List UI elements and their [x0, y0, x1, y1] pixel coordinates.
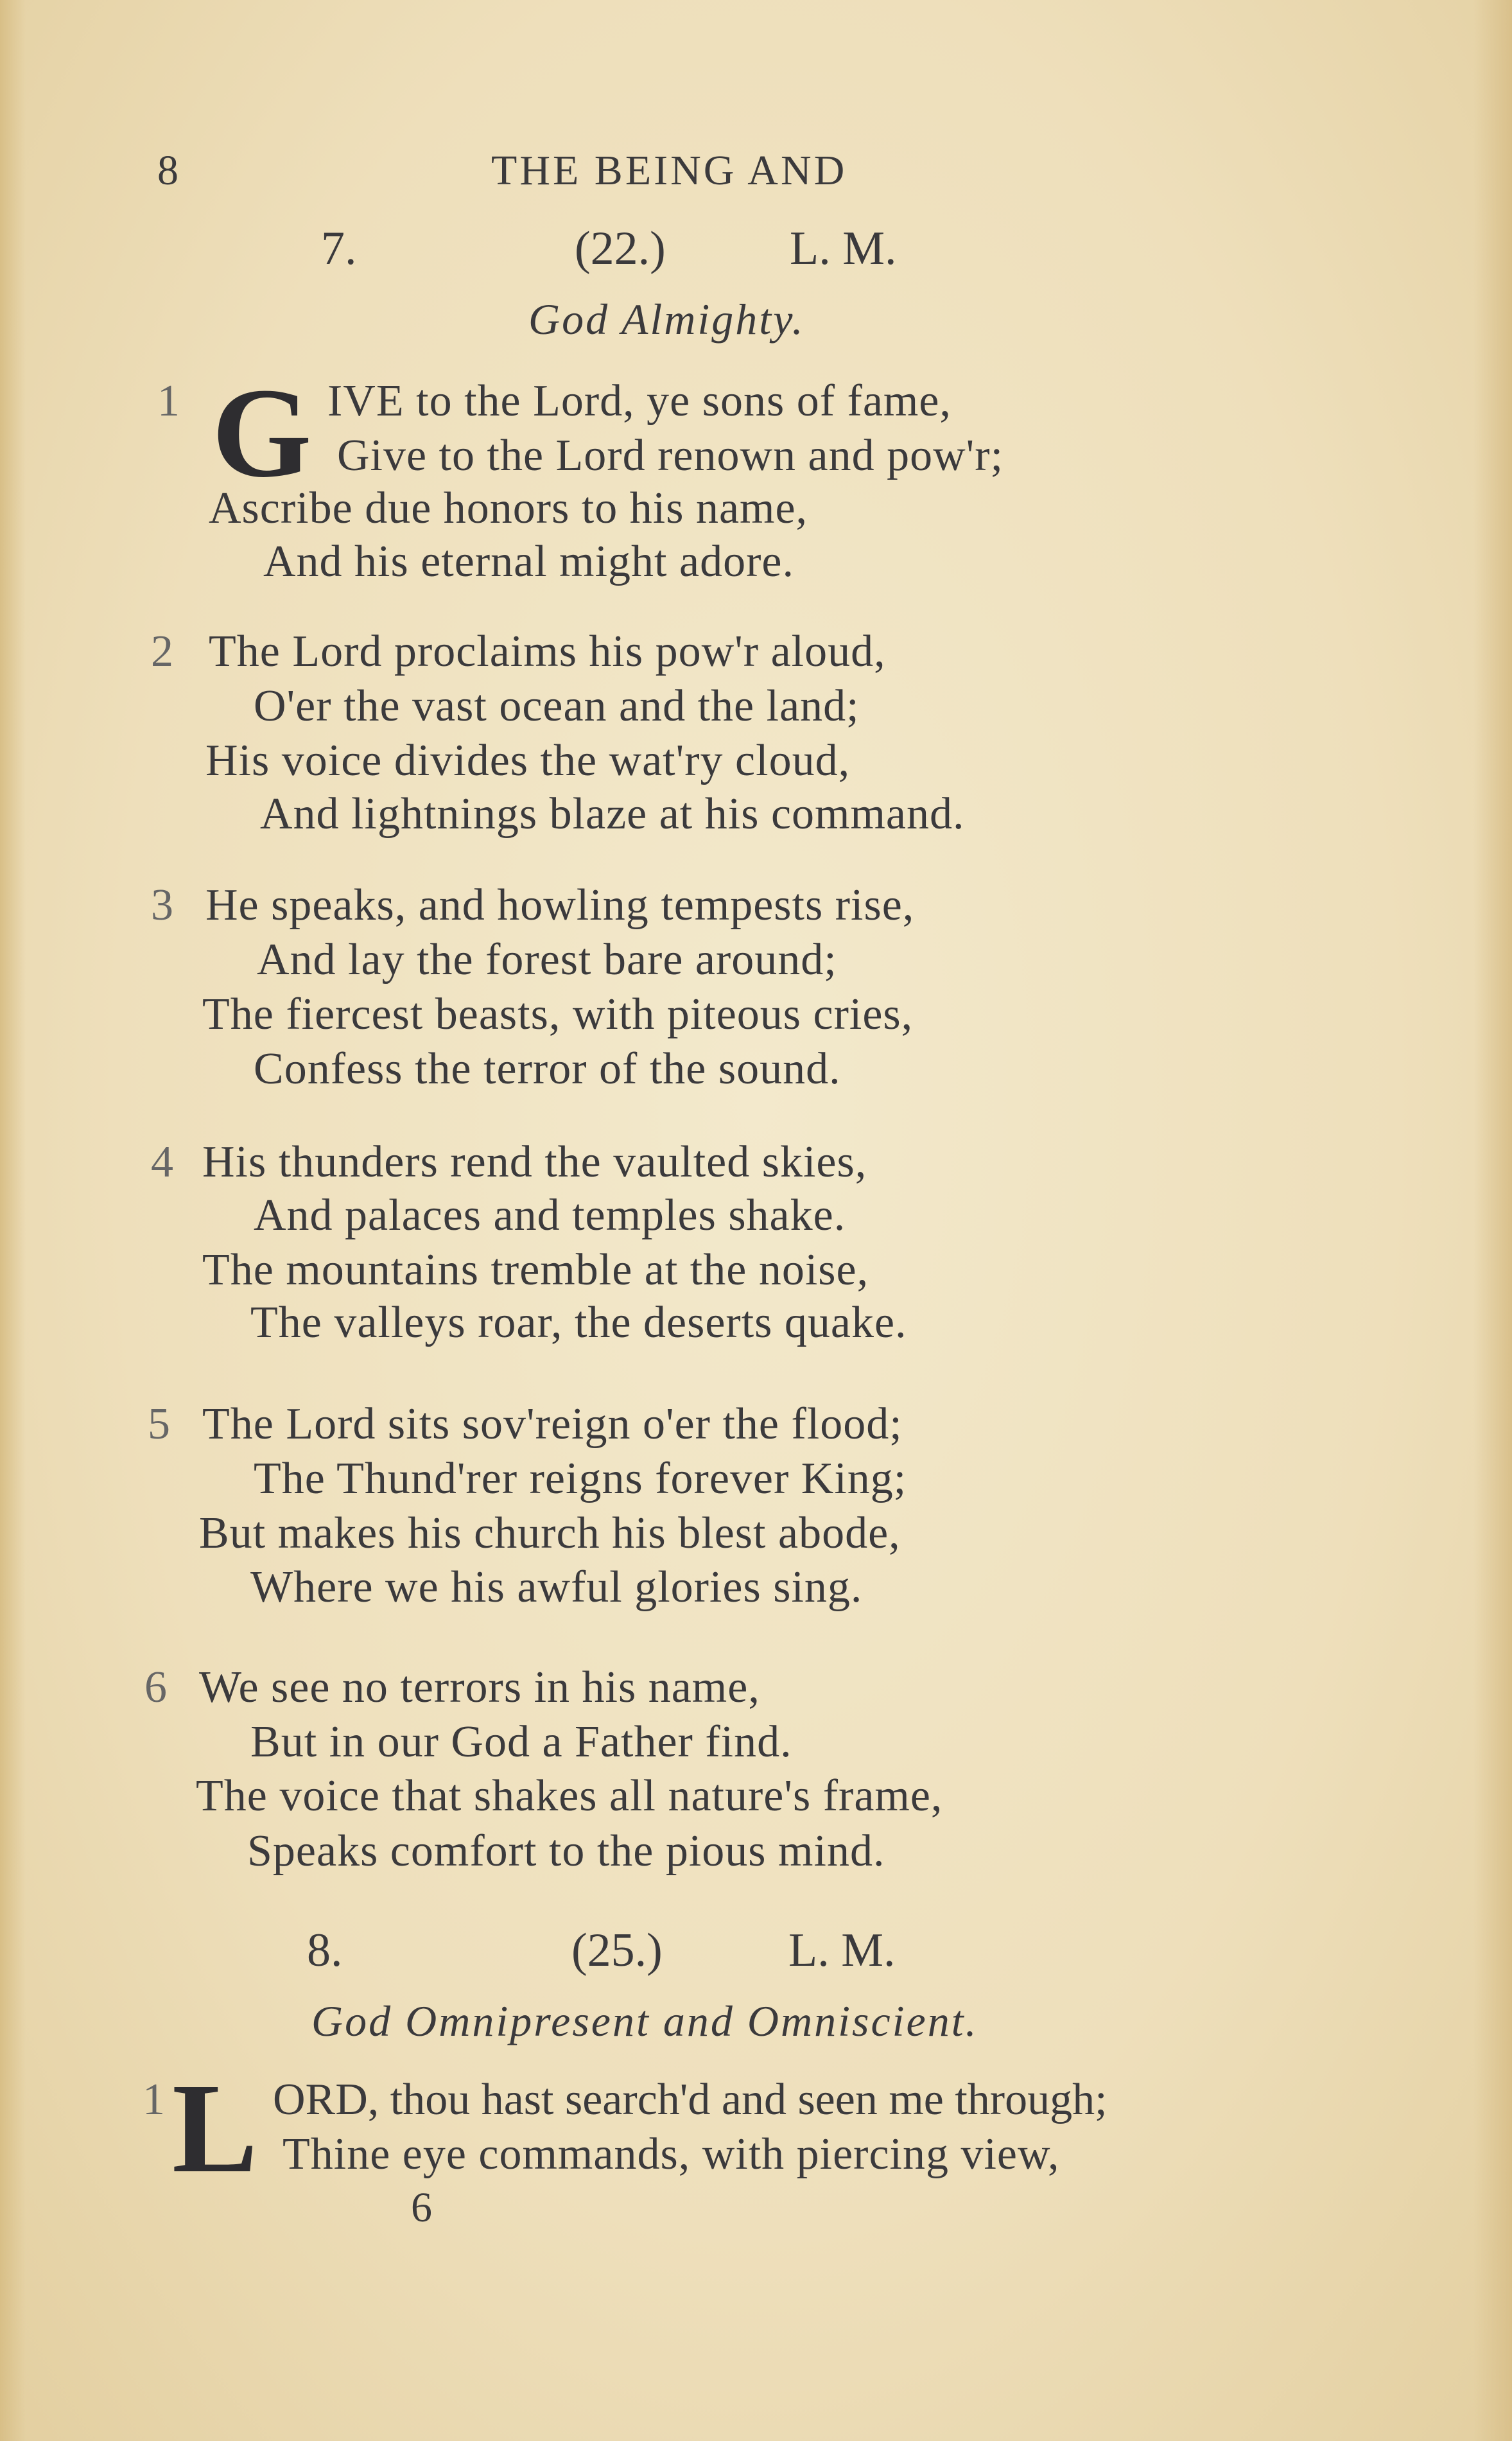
verse-line: IVE to the Lord, ye sons of fame,	[327, 376, 952, 426]
verse-line: ORD, thou hast search'd and seen me through;	[273, 2075, 1108, 2124]
verse-line: His voice divides the wat'ry cloud,	[205, 736, 851, 785]
hymn-reference: (25.)	[571, 1924, 663, 1977]
verse-line: We see no terrors in his name,	[199, 1663, 760, 1712]
verse-line: And palaces and temples shake.	[254, 1191, 846, 1240]
verse-line: Confess the terror of the sound.	[254, 1044, 841, 1094]
stanza-number: 1	[157, 376, 180, 426]
stanza-number: 5	[148, 1399, 170, 1449]
verse-line: The mountains tremble at the noise,	[202, 1245, 869, 1295]
page-edge-shadow-left	[0, 0, 26, 2441]
page-number: 8	[157, 147, 181, 194]
verse-line: The valleys roar, the deserts quake.	[250, 1298, 907, 1347]
verse-line: The fiercest beasts, with piteous cries,	[202, 990, 914, 1039]
running-head-title: THE BEING AND	[491, 147, 847, 194]
hymn-subtitle: God Omnipresent and Omniscient.	[311, 1997, 978, 2045]
hymn-meter: L. M.	[788, 1924, 896, 1977]
stanza-number: 3	[151, 880, 173, 930]
verse-line: Where we his awful glories sing.	[250, 1562, 863, 1612]
verse-line: O'er the vast ocean and the land;	[254, 681, 860, 731]
verse-line: The Thund'rer reigns forever King;	[254, 1454, 907, 1503]
verse-line: And lightnings blaze at his command.	[260, 789, 965, 839]
drop-cap-letter: G	[212, 362, 312, 504]
hymn-number: 7.	[321, 222, 357, 275]
verse-line: Thine eye commands, with piercing view,	[282, 2130, 1060, 2179]
verse-line: The Lord proclaims his pow'r aloud,	[209, 627, 886, 676]
hymn-number: 8.	[307, 1924, 343, 1977]
verse-line: His thunders rend the vaulted skies,	[202, 1137, 867, 1187]
verse-line: Speaks comfort to the pious mind.	[247, 1826, 885, 1876]
hymn-subtitle: God Almighty.	[528, 295, 805, 344]
hymn-meter: L. M.	[790, 222, 897, 275]
hymn-reference: (22.)	[575, 222, 666, 275]
verse-line: He speaks, and howling tempests rise,	[205, 880, 915, 930]
stanza-number: 6	[144, 1663, 167, 1712]
drop-cap-letter: L	[172, 2058, 258, 2200]
verse-line: And his eternal might adore.	[263, 537, 794, 586]
signature-mark: 6	[411, 2184, 432, 2231]
verse-line: And lay the forest bare around;	[257, 935, 837, 984]
verse-line: But makes his church his blest abode,	[199, 1509, 901, 1558]
verse-line: The Lord sits sov'reign o'er the flood;	[202, 1399, 903, 1449]
verse-line: Ascribe due honors to his name,	[209, 484, 808, 533]
stanza-number: 4	[151, 1137, 173, 1187]
verse-line: Give to the Lord renown and pow'r;	[337, 431, 1004, 480]
stanza-number: 2	[151, 627, 173, 676]
page-edge-shadow-right	[1473, 0, 1512, 2441]
verse-line: But in our God a Father find.	[250, 1717, 792, 1767]
verse-line: The voice that shakes all nature's frame,	[196, 1771, 943, 1821]
stanza-number: 1	[143, 2075, 165, 2124]
